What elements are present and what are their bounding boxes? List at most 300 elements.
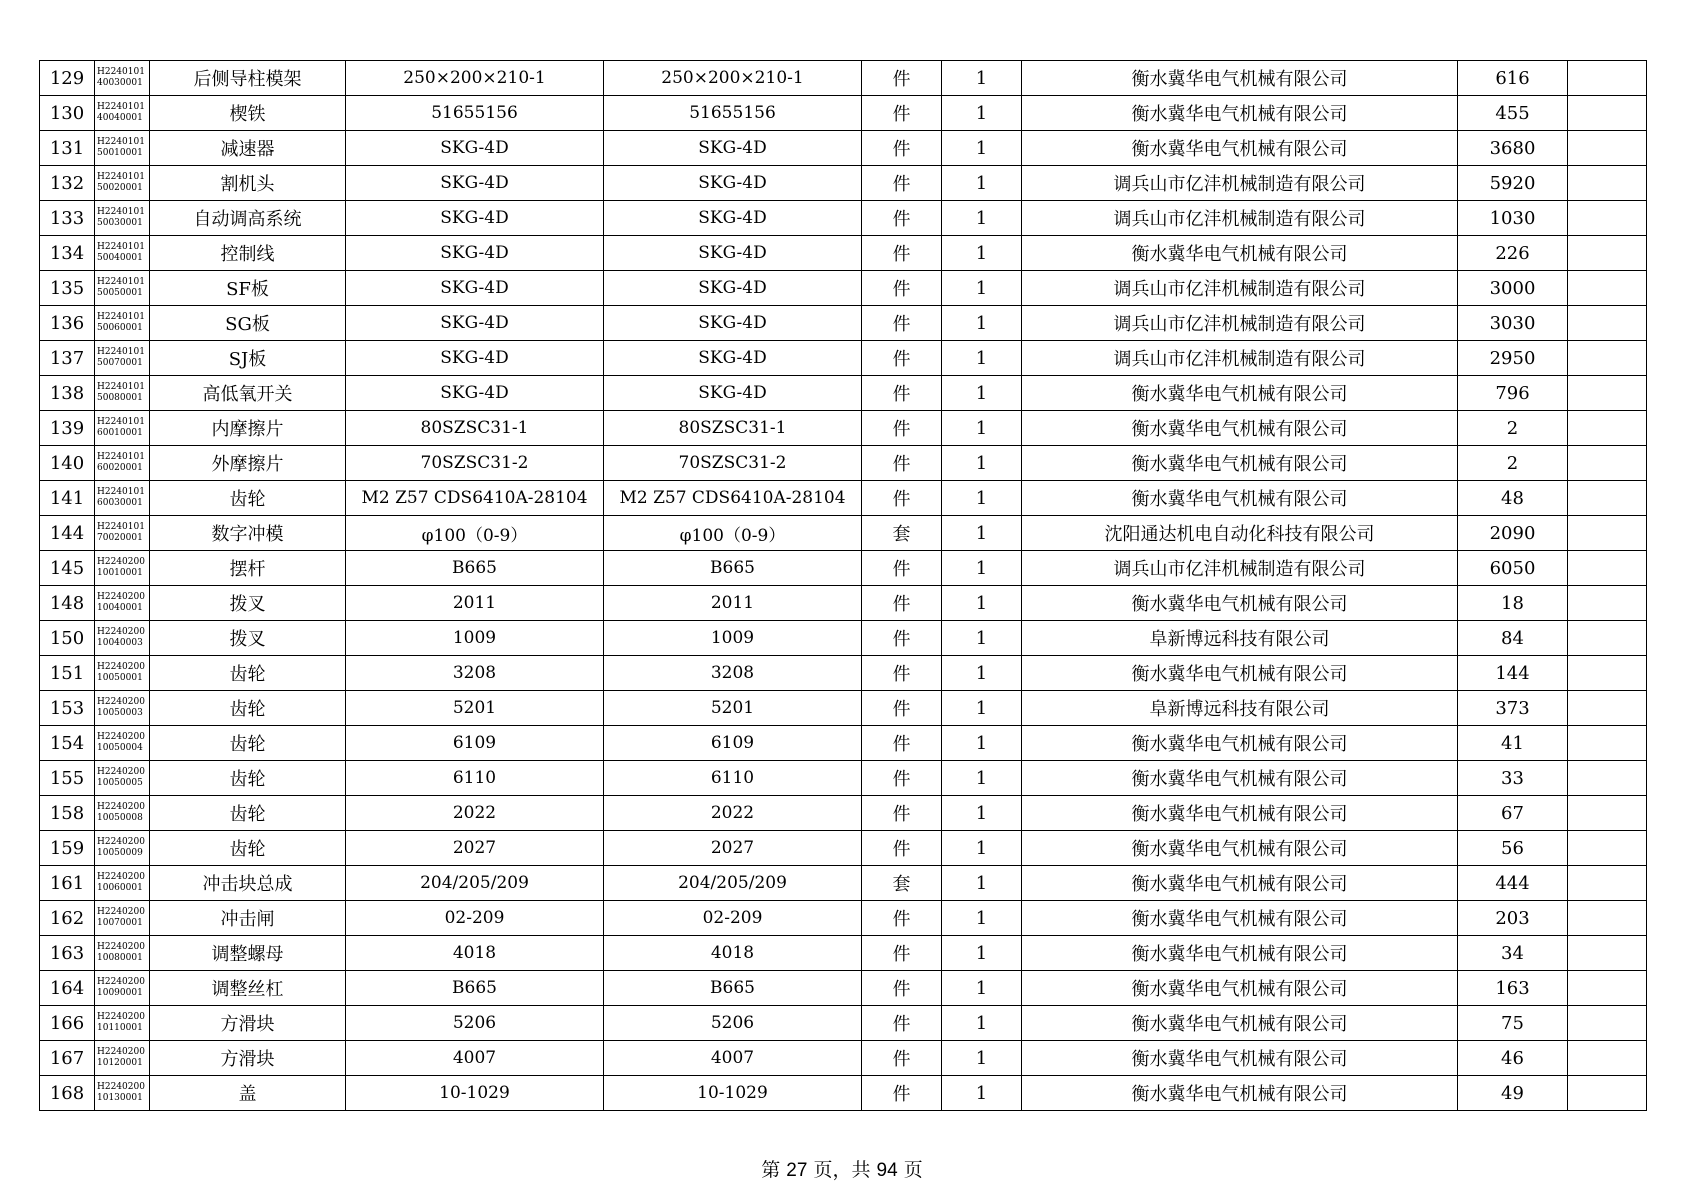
unit-cell: 件: [862, 166, 942, 201]
supplier-cell: 衡水冀华电气机械有限公司: [1022, 936, 1458, 971]
spec-model-alt-cell: SKG-4D: [604, 236, 862, 271]
item-name-cell: 冲击闸: [150, 901, 346, 936]
unit-cell: 件: [862, 831, 942, 866]
unit-cell: 件: [862, 271, 942, 306]
spec-model-cell: 6109: [346, 726, 604, 761]
material-code-line-1: H2240101: [97, 277, 145, 287]
unit-cell: 件: [862, 551, 942, 586]
material-code-line-2: 50080001: [97, 393, 143, 403]
spec-model-cell: SKG-4D: [346, 271, 604, 306]
material-code-line-1: H2240200: [97, 802, 145, 812]
table-row: [40, 901, 1647, 936]
supplier-cell: 衡水冀华电气机械有限公司: [1022, 236, 1458, 271]
material-code-line-2: 10050009: [97, 848, 143, 858]
material-code-line-2: 10050001: [97, 673, 143, 683]
row-number-cell: 144: [40, 516, 95, 551]
material-code-line-1: H2240200: [97, 662, 145, 672]
material-code-line-1: H2240200: [97, 907, 145, 917]
supplier-cell: 调兵山市亿沣机械制造有限公司: [1022, 306, 1458, 341]
total-page-count: 94: [876, 1160, 898, 1181]
spec-model-cell: 4018: [346, 936, 604, 971]
table-row: [40, 586, 1647, 621]
supplier-cell: 衡水冀华电气机械有限公司: [1022, 656, 1458, 691]
material-code-line-2: 50010001: [97, 148, 143, 158]
spec-model-cell: 10-1029: [346, 1076, 604, 1111]
price-cell: 444: [1458, 866, 1568, 901]
unit-cell: 件: [862, 796, 942, 831]
material-code-cell: [95, 411, 150, 446]
supplier-cell: 衡水冀华电气机械有限公司: [1022, 411, 1458, 446]
table-row: [40, 866, 1647, 901]
table-row: [40, 1076, 1647, 1111]
material-code-cell: [95, 726, 150, 761]
table-row: [40, 796, 1647, 831]
material-code-line-1: H2240200: [97, 557, 145, 567]
material-code-line-2: 10090001: [97, 988, 143, 998]
material-code-cell: [95, 866, 150, 901]
table-row: [40, 411, 1647, 446]
supplier-cell: 衡水冀华电气机械有限公司: [1022, 61, 1458, 96]
material-code-line-2: 50040001: [97, 253, 143, 263]
table-row: [40, 551, 1647, 586]
material-code-line-2: 60030001: [97, 498, 143, 508]
supplier-cell: 衡水冀华电气机械有限公司: [1022, 971, 1458, 1006]
spec-model-alt-cell: SKG-4D: [604, 271, 862, 306]
supplier-cell: 衡水冀华电气机械有限公司: [1022, 796, 1458, 831]
note-cell: [1568, 971, 1647, 1006]
item-name-cell: 数字冲模: [150, 516, 346, 551]
row-number-cell: 139: [40, 411, 95, 446]
spec-model-cell: 2011: [346, 586, 604, 621]
item-name-cell: SJ板: [150, 341, 346, 376]
item-name-cell: 减速器: [150, 131, 346, 166]
spec-model-alt-cell: B665: [604, 551, 862, 586]
spec-model-alt-cell: SKG-4D: [604, 131, 862, 166]
note-cell: [1568, 1041, 1647, 1076]
quantity-cell: 1: [942, 866, 1022, 901]
material-code-line-1: H2240200: [97, 1082, 145, 1092]
row-number-cell: 145: [40, 551, 95, 586]
supplier-cell: 衡水冀华电气机械有限公司: [1022, 761, 1458, 796]
table-row: [40, 481, 1647, 516]
row-number-cell: 140: [40, 446, 95, 481]
row-number-cell: 137: [40, 341, 95, 376]
supplier-cell: 衡水冀华电气机械有限公司: [1022, 1006, 1458, 1041]
unit-cell: 件: [862, 96, 942, 131]
note-cell: [1568, 691, 1647, 726]
unit-cell: 件: [862, 1076, 942, 1111]
material-code-cell: [95, 1041, 150, 1076]
quantity-cell: 1: [942, 1041, 1022, 1076]
spec-model-alt-cell: 4007: [604, 1041, 862, 1076]
price-cell: 1030: [1458, 201, 1568, 236]
spec-model-cell: SKG-4D: [346, 131, 604, 166]
unit-cell: 件: [862, 131, 942, 166]
item-name-cell: 后侧导柱模架: [150, 61, 346, 96]
note-cell: [1568, 341, 1647, 376]
price-cell: 455: [1458, 96, 1568, 131]
item-name-cell: 外摩擦片: [150, 446, 346, 481]
supplier-cell: 调兵山市亿沣机械制造有限公司: [1022, 271, 1458, 306]
table-row: [40, 621, 1647, 656]
material-code-cell: [95, 306, 150, 341]
material-code-cell: [95, 376, 150, 411]
unit-cell: 件: [862, 586, 942, 621]
material-code-cell: [95, 166, 150, 201]
unit-cell: 件: [862, 901, 942, 936]
material-code-line-1: H2240200: [97, 872, 145, 882]
material-code-line-2: 60010001: [97, 428, 143, 438]
material-code-line-2: 10010001: [97, 568, 143, 578]
material-code-cell: [95, 971, 150, 1006]
row-number-cell: 130: [40, 96, 95, 131]
quantity-cell: 1: [942, 411, 1022, 446]
supplier-cell: 调兵山市亿沣机械制造有限公司: [1022, 341, 1458, 376]
material-code-line-2: 10070001: [97, 918, 143, 928]
note-cell: [1568, 936, 1647, 971]
material-code-line-2: 50070001: [97, 358, 143, 368]
spec-model-cell: 2027: [346, 831, 604, 866]
spec-model-alt-cell: 6109: [604, 726, 862, 761]
material-code-line-1: H2240200: [97, 837, 145, 847]
material-code-line-2: 60020001: [97, 463, 143, 473]
material-code-cell: [95, 831, 150, 866]
row-number-cell: 134: [40, 236, 95, 271]
row-number-cell: 133: [40, 201, 95, 236]
item-name-cell: 调整螺母: [150, 936, 346, 971]
table-row: [40, 61, 1647, 96]
material-code-cell: [95, 761, 150, 796]
price-cell: 144: [1458, 656, 1568, 691]
row-number-cell: 163: [40, 936, 95, 971]
material-code-cell: [95, 901, 150, 936]
spec-model-alt-cell: SKG-4D: [604, 306, 862, 341]
quantity-cell: 1: [942, 831, 1022, 866]
material-code-line-1: H2240101: [97, 207, 145, 217]
price-cell: 2950: [1458, 341, 1568, 376]
price-cell: 2: [1458, 411, 1568, 446]
material-code-line-1: H2240200: [97, 942, 145, 952]
note-cell: [1568, 131, 1647, 166]
note-cell: [1568, 236, 1647, 271]
material-code-cell: [95, 796, 150, 831]
spec-model-cell: B665: [346, 971, 604, 1006]
unit-cell: 件: [862, 656, 942, 691]
note-cell: [1568, 411, 1647, 446]
row-number-cell: 162: [40, 901, 95, 936]
current-page-number: 27: [786, 1160, 808, 1181]
material-code-line-1: H2240101: [97, 172, 145, 182]
price-cell: 75: [1458, 1006, 1568, 1041]
material-code-line-1: H2240101: [97, 242, 145, 252]
spec-model-cell: B665: [346, 551, 604, 586]
material-code-cell: [95, 1006, 150, 1041]
quantity-cell: 1: [942, 901, 1022, 936]
quantity-cell: 1: [942, 166, 1022, 201]
row-number-cell: 136: [40, 306, 95, 341]
row-number-cell: 167: [40, 1041, 95, 1076]
material-code-line-2: 50030001: [97, 218, 143, 228]
quantity-cell: 1: [942, 236, 1022, 271]
material-code-line-1: H2240200: [97, 767, 145, 777]
unit-cell: 件: [862, 691, 942, 726]
spec-model-alt-cell: B665: [604, 971, 862, 1006]
item-name-cell: 割机头: [150, 166, 346, 201]
price-cell: 3000: [1458, 271, 1568, 306]
material-code-line-1: H2240200: [97, 1012, 145, 1022]
unit-cell: 件: [862, 446, 942, 481]
spec-model-alt-cell: 5206: [604, 1006, 862, 1041]
spec-model-cell: SKG-4D: [346, 201, 604, 236]
material-code-cell: [95, 586, 150, 621]
quantity-cell: 1: [942, 96, 1022, 131]
material-code-line-1: H2240200: [97, 732, 145, 742]
table-row: [40, 656, 1647, 691]
row-number-cell: 135: [40, 271, 95, 306]
material-code-line-2: 10130001: [97, 1093, 143, 1103]
material-code-line-1: H2240101: [97, 67, 145, 77]
unit-cell: 件: [862, 201, 942, 236]
spec-model-alt-cell: 6110: [604, 761, 862, 796]
item-name-cell: 自动调高系统: [150, 201, 346, 236]
quantity-cell: 1: [942, 376, 1022, 411]
spec-model-alt-cell: 80SZSC31-1: [604, 411, 862, 446]
unit-cell: 件: [862, 761, 942, 796]
supplier-cell: 沈阳通达机电自动化科技有限公司: [1022, 516, 1458, 551]
row-number-cell: 155: [40, 761, 95, 796]
row-number-cell: 148: [40, 586, 95, 621]
item-name-cell: 方滑块: [150, 1006, 346, 1041]
quantity-cell: 1: [942, 1076, 1022, 1111]
material-code-line-1: H2240101: [97, 347, 145, 357]
material-code-line-1: H2240200: [97, 592, 145, 602]
spec-model-cell: SKG-4D: [346, 166, 604, 201]
table-row: [40, 201, 1647, 236]
spec-model-cell: M2 Z57 CDS6410A-28104: [346, 481, 604, 516]
price-cell: 5920: [1458, 166, 1568, 201]
note-cell: [1568, 586, 1647, 621]
unit-cell: 件: [862, 936, 942, 971]
unit-cell: 件: [862, 411, 942, 446]
item-name-cell: 冲击块总成: [150, 866, 346, 901]
item-name-cell: 齿轮: [150, 726, 346, 761]
note-cell: [1568, 901, 1647, 936]
table-row: [40, 341, 1647, 376]
material-code-line-1: H2240200: [97, 627, 145, 637]
quantity-cell: 1: [942, 656, 1022, 691]
table-row: [40, 376, 1647, 411]
table-row: [40, 831, 1647, 866]
material-code-line-2: 10060001: [97, 883, 143, 893]
spec-model-cell: 5206: [346, 1006, 604, 1041]
quantity-cell: 1: [942, 621, 1022, 656]
note-cell: [1568, 796, 1647, 831]
price-cell: 34: [1458, 936, 1568, 971]
item-name-cell: 拨叉: [150, 586, 346, 621]
spec-model-cell: 02-209: [346, 901, 604, 936]
supplier-cell: 衡水冀华电气机械有限公司: [1022, 96, 1458, 131]
supplier-cell: 衡水冀华电气机械有限公司: [1022, 901, 1458, 936]
spec-model-cell: φ100（0-9）: [346, 516, 604, 551]
parts-table-body: [40, 61, 1647, 1111]
material-code-line-1: H2240200: [97, 1047, 145, 1057]
quantity-cell: 1: [942, 691, 1022, 726]
note-cell: [1568, 516, 1647, 551]
material-code-cell: [95, 481, 150, 516]
quantity-cell: 1: [942, 796, 1022, 831]
note-cell: [1568, 166, 1647, 201]
price-cell: 616: [1458, 61, 1568, 96]
supplier-cell: 衡水冀华电气机械有限公司: [1022, 586, 1458, 621]
spec-model-cell: 5201: [346, 691, 604, 726]
supplier-cell: 衡水冀华电气机械有限公司: [1022, 1076, 1458, 1111]
supplier-cell: 衡水冀华电气机械有限公司: [1022, 726, 1458, 761]
item-name-cell: 齿轮: [150, 761, 346, 796]
note-cell: [1568, 761, 1647, 796]
spec-model-alt-cell: M2 Z57 CDS6410A-28104: [604, 481, 862, 516]
material-code-line-2: 10050004: [97, 743, 143, 753]
row-number-cell: 129: [40, 61, 95, 96]
item-name-cell: 盖: [150, 1076, 346, 1111]
note-cell: [1568, 61, 1647, 96]
unit-cell: 件: [862, 376, 942, 411]
price-cell: 33: [1458, 761, 1568, 796]
material-code-cell: [95, 516, 150, 551]
item-name-cell: 齿轮: [150, 831, 346, 866]
unit-cell: 件: [862, 61, 942, 96]
material-code-cell: [95, 691, 150, 726]
material-code-line-2: 10110001: [97, 1023, 143, 1033]
item-name-cell: SG板: [150, 306, 346, 341]
table-row: [40, 96, 1647, 131]
material-code-line-2: 50060001: [97, 323, 143, 333]
spec-model-alt-cell: SKG-4D: [604, 201, 862, 236]
supplier-cell: 衡水冀华电气机械有限公司: [1022, 1041, 1458, 1076]
material-code-line-2: 10050003: [97, 708, 143, 718]
table-row: [40, 1041, 1647, 1076]
material-code-line-2: 10080001: [97, 953, 143, 963]
spec-model-alt-cell: SKG-4D: [604, 376, 862, 411]
price-cell: 67: [1458, 796, 1568, 831]
material-code-line-2: 10050008: [97, 813, 143, 823]
spec-model-alt-cell: 51655156: [604, 96, 862, 131]
price-cell: 226: [1458, 236, 1568, 271]
material-code-line-2: 10040001: [97, 603, 143, 613]
unit-cell: 件: [862, 1041, 942, 1076]
material-code-cell: [95, 61, 150, 96]
spec-model-alt-cell: 10-1029: [604, 1076, 862, 1111]
supplier-cell: 衡水冀华电气机械有限公司: [1022, 446, 1458, 481]
material-code-line-2: 70020001: [97, 533, 143, 543]
spec-model-alt-cell: SKG-4D: [604, 341, 862, 376]
material-code-line-2: 40030001: [97, 78, 143, 88]
material-code-line-2: 40040001: [97, 113, 143, 123]
unit-cell: 件: [862, 341, 942, 376]
unit-cell: 件: [862, 726, 942, 761]
quantity-cell: 1: [942, 551, 1022, 586]
price-cell: 2090: [1458, 516, 1568, 551]
price-cell: 796: [1458, 376, 1568, 411]
item-name-cell: 高低氧开关: [150, 376, 346, 411]
quantity-cell: 1: [942, 446, 1022, 481]
unit-cell: 件: [862, 236, 942, 271]
price-cell: 18: [1458, 586, 1568, 621]
price-cell: 46: [1458, 1041, 1568, 1076]
quantity-cell: 1: [942, 271, 1022, 306]
material-code-cell: [95, 936, 150, 971]
material-code-cell: [95, 236, 150, 271]
row-number-cell: 150: [40, 621, 95, 656]
table-row: [40, 306, 1647, 341]
spec-model-cell: 3208: [346, 656, 604, 691]
note-cell: [1568, 201, 1647, 236]
row-number-cell: 138: [40, 376, 95, 411]
spec-model-cell: 2022: [346, 796, 604, 831]
material-code-cell: [95, 621, 150, 656]
price-cell: 203: [1458, 901, 1568, 936]
quantity-cell: 1: [942, 1006, 1022, 1041]
unit-cell: 件: [862, 1006, 942, 1041]
spec-model-cell: 70SZSC31-2: [346, 446, 604, 481]
material-code-cell: [95, 656, 150, 691]
supplier-cell: 调兵山市亿沣机械制造有限公司: [1022, 551, 1458, 586]
quantity-cell: 1: [942, 306, 1022, 341]
table-row: [40, 1006, 1647, 1041]
item-name-cell: 齿轮: [150, 796, 346, 831]
note-cell: [1568, 376, 1647, 411]
item-name-cell: 内摩擦片: [150, 411, 346, 446]
table-row: [40, 726, 1647, 761]
price-cell: 373: [1458, 691, 1568, 726]
material-code-line-1: H2240101: [97, 452, 145, 462]
quantity-cell: 1: [942, 201, 1022, 236]
supplier-cell: 调兵山市亿沣机械制造有限公司: [1022, 166, 1458, 201]
spec-model-cell: 51655156: [346, 96, 604, 131]
footer-middle: 页，共: [813, 1159, 871, 1181]
note-cell: [1568, 446, 1647, 481]
quantity-cell: 1: [942, 341, 1022, 376]
row-number-cell: 161: [40, 866, 95, 901]
table-row: [40, 761, 1647, 796]
table-row: [40, 271, 1647, 306]
item-name-cell: 齿轮: [150, 481, 346, 516]
material-code-line-2: 10040003: [97, 638, 143, 648]
spec-model-cell: SKG-4D: [346, 236, 604, 271]
spec-model-alt-cell: 1009: [604, 621, 862, 656]
price-cell: 41: [1458, 726, 1568, 761]
material-code-line-1: H2240101: [97, 487, 145, 497]
spec-model-cell: SKG-4D: [346, 376, 604, 411]
table-row: [40, 971, 1647, 1006]
unit-cell: 件: [862, 971, 942, 1006]
spec-model-alt-cell: 4018: [604, 936, 862, 971]
supplier-cell: 调兵山市亿沣机械制造有限公司: [1022, 201, 1458, 236]
supplier-cell: 衡水冀华电气机械有限公司: [1022, 831, 1458, 866]
price-cell: 48: [1458, 481, 1568, 516]
material-code-cell: [95, 446, 150, 481]
row-number-cell: 132: [40, 166, 95, 201]
spec-model-cell: 250×200×210-1: [346, 61, 604, 96]
spec-model-cell: SKG-4D: [346, 306, 604, 341]
footer-prefix: 第: [761, 1159, 781, 1181]
row-number-cell: 154: [40, 726, 95, 761]
item-name-cell: 拨叉: [150, 621, 346, 656]
spec-model-cell: SKG-4D: [346, 341, 604, 376]
material-code-line-1: H2240101: [97, 382, 145, 392]
parts-table: [39, 60, 1647, 1111]
note-cell: [1568, 551, 1647, 586]
note-cell: [1568, 1006, 1647, 1041]
